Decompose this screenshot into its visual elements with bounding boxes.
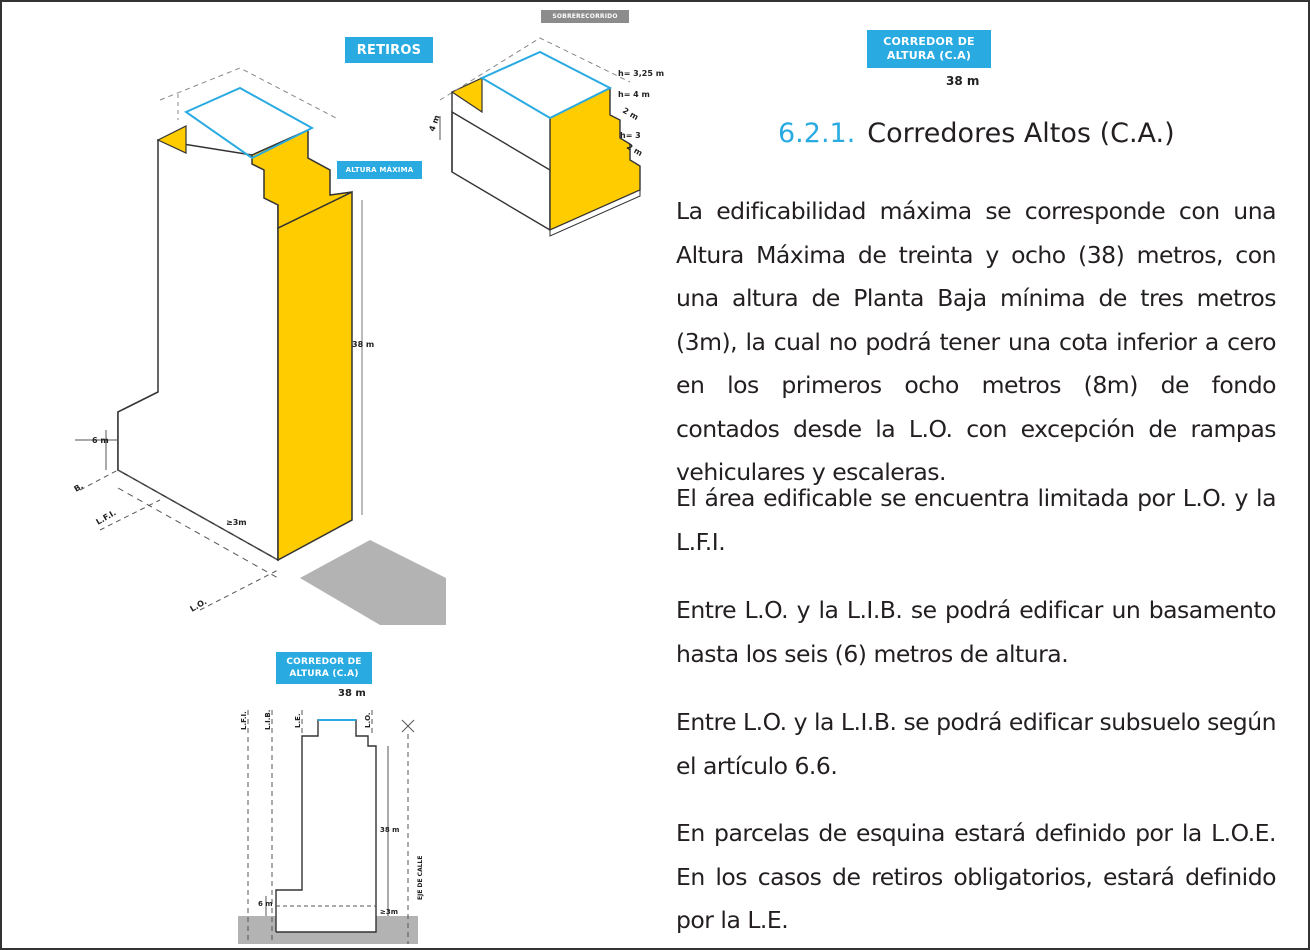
altura-maxima-tag: ALTURA MÁXIMA bbox=[337, 161, 422, 179]
corredor-tag-top-line2: ALTURA (C.A) bbox=[886, 49, 972, 62]
section-lo: L.O. bbox=[364, 712, 372, 728]
corredor-tag-bottom-line2: ALTURA (C.A) bbox=[289, 669, 359, 679]
paragraph-3: Entre L.O. y la L.I.B. se podrá edificar un basamento hasta los seis (6) metros de altura. bbox=[676, 596, 1276, 668]
section-title: Corredores Altos (C.A.) bbox=[867, 118, 1175, 149]
section-eje: EJE DE CALLE bbox=[417, 855, 424, 900]
section-le: L.E. bbox=[294, 713, 302, 728]
section-lib: L.I.B. bbox=[264, 709, 272, 730]
corredor-tag-bottom bbox=[276, 652, 372, 684]
section-diagram bbox=[230, 700, 440, 950]
stepped-detail-diagram bbox=[420, 20, 680, 240]
detail-left4: 4 m bbox=[427, 113, 442, 133]
corredor-tag-top-line1: CORREDOR DE bbox=[883, 35, 975, 48]
detail-d2b: 2 m bbox=[625, 141, 644, 159]
iso-dim-lfi: L.F.I. bbox=[94, 508, 118, 527]
iso-dim-38m: 38 m bbox=[352, 340, 375, 349]
iso-dim-b: B. bbox=[72, 481, 85, 494]
corredor-tag-bottom-line1: CORREDOR DE bbox=[286, 657, 362, 667]
corredor-tag-bottom-height: 38 m bbox=[338, 688, 366, 699]
paragraph-2: El área edificable se encuentra limitada por L.O. y la L.F.I. bbox=[676, 484, 1276, 556]
eje-cross-icon bbox=[402, 720, 414, 732]
street-area bbox=[300, 540, 446, 625]
section-number: 6.2.1. bbox=[778, 118, 856, 149]
detail-h3: h= 3 bbox=[620, 131, 641, 140]
detail-d2a: 2 m bbox=[621, 105, 640, 123]
tower-front-face bbox=[118, 140, 278, 560]
detail-h325: h= 3,25 m bbox=[618, 69, 665, 78]
detail-h4: h= 4 m bbox=[618, 90, 650, 99]
corredor-tag-top-height: 38 m bbox=[946, 74, 980, 88]
iso-dim-6m: 6 m bbox=[92, 436, 109, 445]
section-heading bbox=[778, 118, 1175, 149]
sobrerecorrido-tag: SOBRERECORRIDO bbox=[541, 10, 629, 23]
section-outline bbox=[276, 720, 376, 932]
section-3m: ≥3m bbox=[380, 908, 399, 916]
tower-yellow-face bbox=[278, 192, 352, 560]
iso-dim-lo: L.O. bbox=[188, 597, 209, 614]
retiros-tag: RETIROS bbox=[345, 37, 433, 63]
section-38m: 38 m bbox=[380, 826, 400, 834]
iso-dim-3m: ≥3m bbox=[226, 518, 247, 527]
paragraph-5: En parcelas de esquina estará definido por la L.O.E. En los casos de retiros obligatorios, estará definido por la L.E. bbox=[676, 819, 1276, 934]
corredor-tag-top bbox=[867, 30, 991, 68]
detail-box-front bbox=[452, 112, 550, 230]
paragraph-1: La edificabilidad máxima se corresponde con una Altura Máxima de treinta y ocho (38) metros, con una altura de Planta Baja mínima de tres metros (3m), la cual no podrá tener una cota inferior a cero en los primeros ocho metros (8m) de fondo contados desde la L.O. con excepción de rampas vehiculares y escaleras. bbox=[676, 197, 1276, 486]
section-6m: 6 m bbox=[258, 900, 273, 908]
section-lfi: L.F.I. bbox=[240, 711, 248, 730]
paragraph-4: Entre L.O. y la L.I.B. se podrá edificar subsuelo según el artículo 6.6. bbox=[676, 708, 1276, 780]
